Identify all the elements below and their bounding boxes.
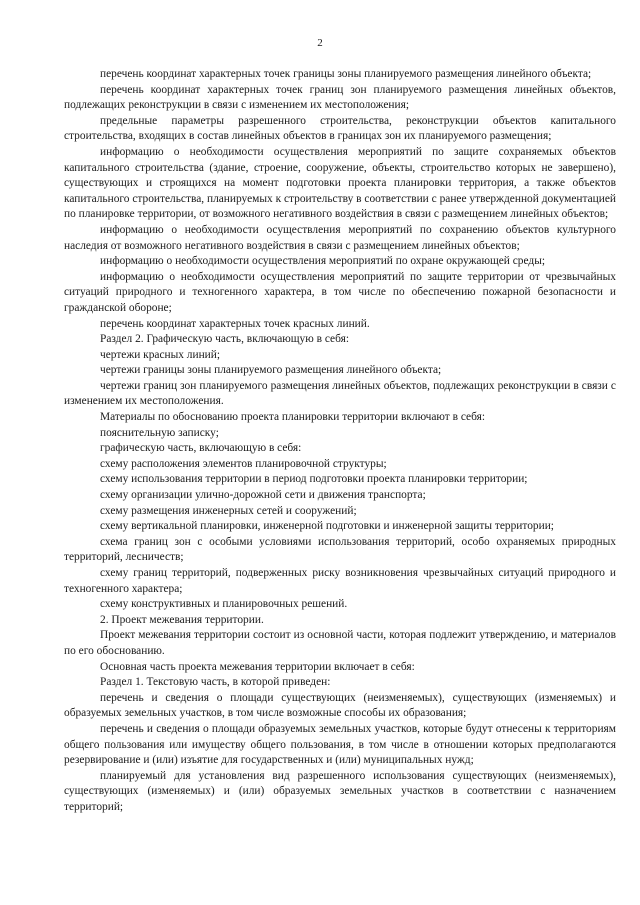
paragraph: перечень координат характерных точек красных линий. [100,317,370,330]
paragraph: схему размещения инженерных сетей и сооружений; [100,504,357,517]
paragraph: перечень координат характерных точек границы зоны планируемого размещения линейного объекта; [100,68,592,80]
section-heading: 2. Проект межевания территории. [100,613,264,626]
paragraph: информацию о необходимости осуществления мероприятий по охране окружающей среды; [100,255,546,268]
paragraph: информацию о необходимости осуществления мероприятий по сохранению объектов культурного наследия от возможного негативного воздействия в связи с размещением линейных объектов; [64,223,616,252]
paragraph: Проект межевания территории состоит из основной части, которая подлежит утверждению, и материалов по его обоснованию. [64,629,616,657]
paragraph: схему вертикальной планировки, инженерной подготовки и инженерной защиты территории; [100,520,554,533]
paragraph: чертежи красных линий; [100,348,221,361]
paragraph: пояснительную записку; [100,426,219,439]
paragraph: схема границ зон с особыми условиями использования территорий, особо охраняемых природных территорий, лесничеств; [64,535,616,564]
paragraph: схему границ территорий, подверженных риску возникновения чрезвычайных ситуаций природного и техногенного характера; [64,567,616,595]
paragraph: Материалы по обоснованию проекта планировки территории включают в себя: [100,411,486,424]
paragraph: чертежи границ зон планируемого размещения линейных объектов, подлежащих реконструкции в связи с изменением их местоположения. [64,379,616,408]
paragraph: информацию о необходимости осуществления мероприятий по защите территории от чрезвычайных ситуаций природного и техногенного характера, в том числе по обеспечению пожарной безопасности и гражданской обороне; [64,270,616,314]
paragraph: информацию о необходимости осуществления мероприятий по защите сохраняемых объектов капитального строительства (здание, строение, сооружение, объекты, строительство которых не завершено), существующих и строящихся на момент подготовки проекта планировки территория, а также объектов капитального строительства, планируемых к строительству в соответствии с ранее утвержденной документацией по планировке территории, от возможного негативного воздействия в связи с размещением линейных объектов; [64,145,616,221]
paragraph: планируемый для установления вид разрешенного использования существующих (неизменяемых), существующих (изменяемых) и (или) образуемых земельных участков в соответствии с назначением территорий; [64,769,616,813]
document-body [64,67,616,816]
paragraph: чертежи границы зоны планируемого размещения линейного объекта; [100,364,442,377]
paragraph: схему конструктивных и планировочных решений. [100,598,348,611]
page-number: 2 [317,37,323,49]
section-heading: Раздел 1. Текстовую часть, в которой приведен: [100,676,331,689]
paragraph: Основная часть проекта межевания территории включает в себя: [100,660,415,673]
paragraph: перечень и сведения о площади существующих (неизменяемых), существующих (изменяемых) и образуемых земельных участков, в том числе возможные способы их образования; [64,691,616,720]
paragraph: предельные параметры разрешенного строительства, реконструкции объектов капитального строительства, входящих в состав линейных объектов в границах зон их планируемого размещения; [64,114,616,143]
paragraph: схему организации улично-дорожной сети и движения транспорта; [100,489,426,502]
paragraph: перечень и сведения о площади образуемых земельных участков, которые будут отнесены к территориям общего пользования или имуществу общего пользования, в том числе в отношении которых предполагаются резервирование и (или) изъятие для государственных и (или) муниципальных нужд; [64,722,616,767]
section-heading: Раздел 2. Графическую часть, включающую в себя: [100,333,349,346]
paragraph: схему расположения элементов планировочной структуры; [100,457,387,470]
paragraph: графическую часть, включающую в себя: [100,442,302,455]
paragraph: перечень координат характерных точек границ зон планируемого размещения линейных объектов, подлежащих реконструкции в связи с изменением их местоположения; [64,83,616,112]
paragraph: схему использования территории в период подготовки проекта планировки территории; [100,473,528,486]
